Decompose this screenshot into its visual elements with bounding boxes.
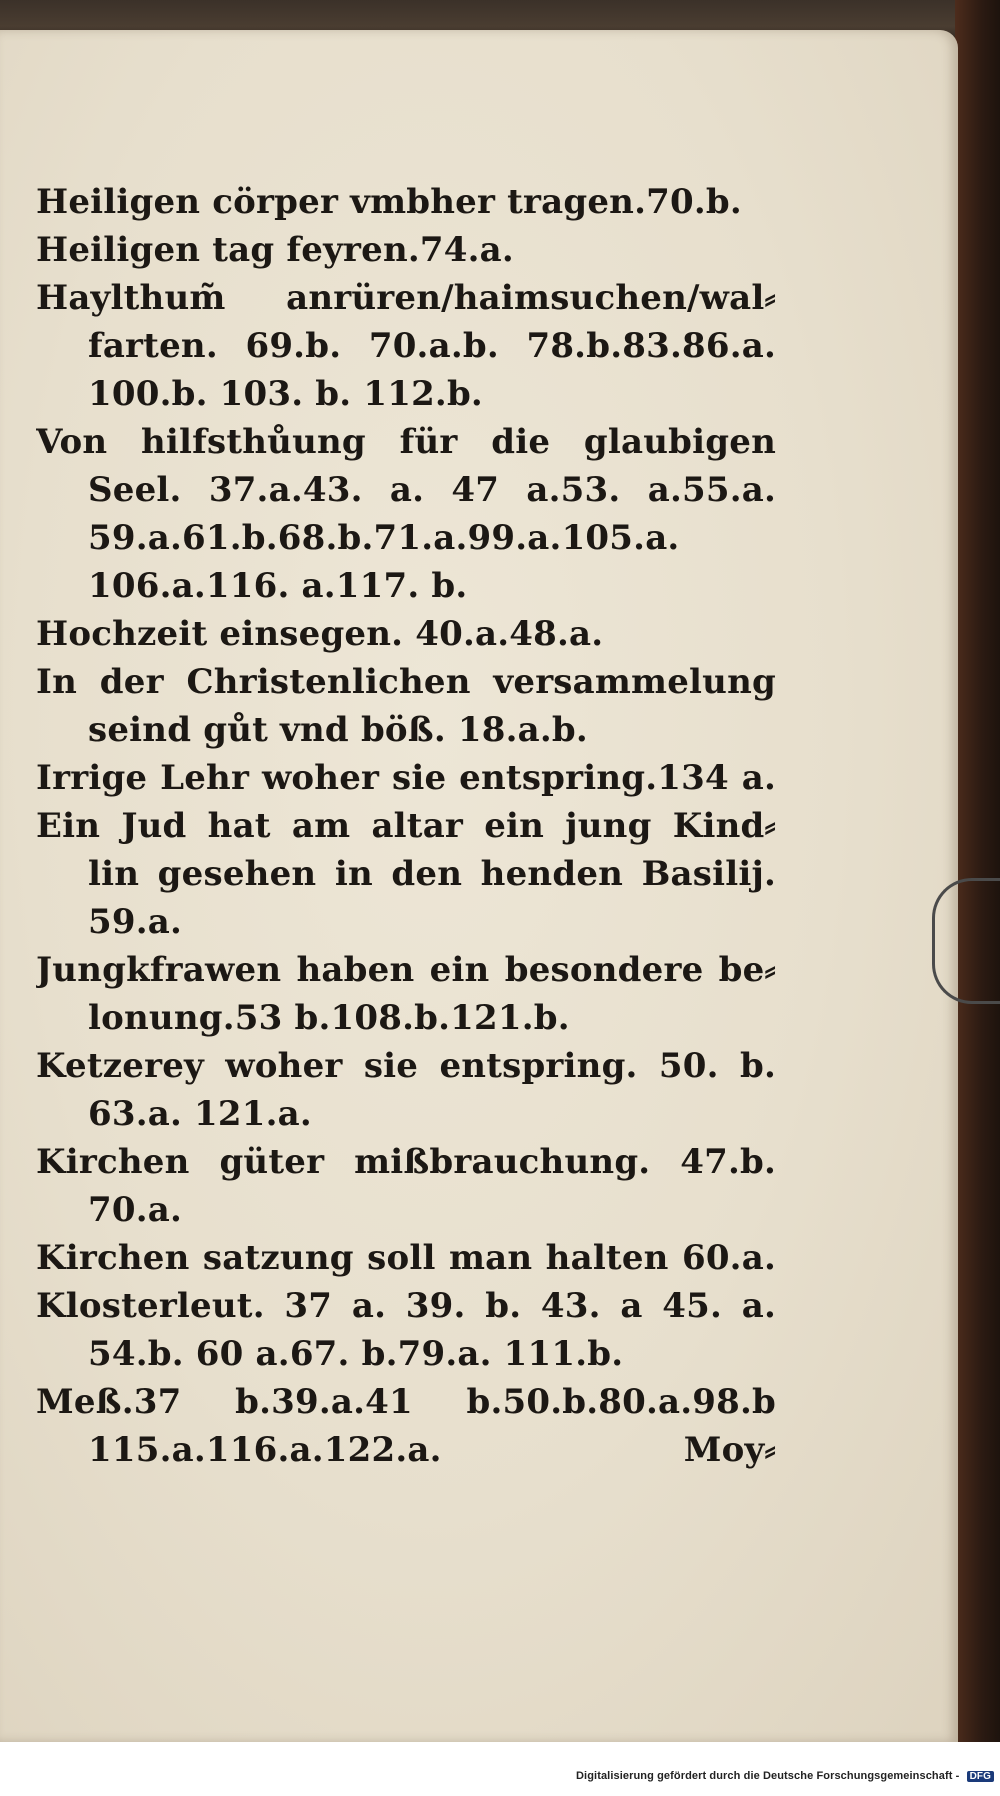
index-line: In der Christenlichen versammelung	[36, 662, 776, 702]
index-line: Heiligen cörper vmbher tragen.70.b.	[36, 182, 742, 222]
index-line: 106.a.116. a.117. b.	[88, 566, 468, 606]
index-line: 54.b. 60 a.67. b.79.a. 111.b.	[88, 1334, 624, 1374]
index-line: Haylthum̃ anrüren/haimsuchen/wal⸗	[36, 278, 776, 318]
index-line: Klosterleut. 37 a. 39. b. 43. a 45. a.	[36, 1286, 776, 1326]
credit-text: Digitalisierung gefördert durch die Deutsche Forschungsgemeinschaft -	[576, 1770, 960, 1782]
index-text	[36, 178, 776, 1474]
dfg-logo: DFG	[967, 1771, 994, 1782]
footer-bar	[0, 1742, 1000, 1796]
index-line: Meß.37 b.39.a.41 b.50.b.80.a.98.b	[36, 1382, 776, 1422]
index-line: Ketzerey woher sie entspring. 50. b.	[36, 1046, 776, 1086]
index-line: farten. 69.b. 70.a.b. 78.b.83.86.a.	[88, 326, 776, 366]
index-line: Ein Jud hat am altar ein jung Kind⸗	[36, 806, 776, 846]
index-line: Kirchen satzung soll man halten 60.a.	[36, 1238, 776, 1278]
index-line: lin gesehen in den henden Basilij.	[88, 854, 776, 894]
index-line: 100.b. 103. b. 112.b.	[88, 374, 483, 414]
index-line: 70.a.	[88, 1190, 183, 1230]
index-line: Irrige Lehr woher sie entspring.134 a.	[36, 758, 776, 798]
index-line: Heiligen tag feyren.74.a.	[36, 230, 514, 270]
index-last-line	[36, 1426, 776, 1474]
index-line: Seel. 37.a.43. a. 47 a.53. a.55.a.	[88, 470, 776, 510]
index-line: lonung.53 b.108.b.121.b.	[88, 998, 570, 1038]
index-line: 63.a. 121.a.	[88, 1094, 312, 1134]
index-line: 59.a.	[88, 902, 183, 942]
index-line: Jungkfrawen haben ein besondere be⸗	[36, 950, 776, 990]
index-line: 59.a.61.b.68.b.71.a.99.a.105.a.	[88, 518, 680, 558]
index-line: seind gůt vnd böß. 18.a.b.	[88, 710, 588, 750]
catchword: Moy⸗	[683, 1430, 776, 1470]
index-line: Von hilfsthůung für die glaubigen	[36, 422, 776, 462]
page-clip	[932, 878, 1000, 1004]
index-line-text: 115.a.116.a.122.a.	[88, 1430, 442, 1470]
index-line: Hochzeit einsegen. 40.a.48.a.	[36, 614, 604, 654]
funding-credit	[576, 1770, 994, 1782]
index-line: Kirchen güter mißbrauchung. 47.b.	[36, 1142, 776, 1182]
